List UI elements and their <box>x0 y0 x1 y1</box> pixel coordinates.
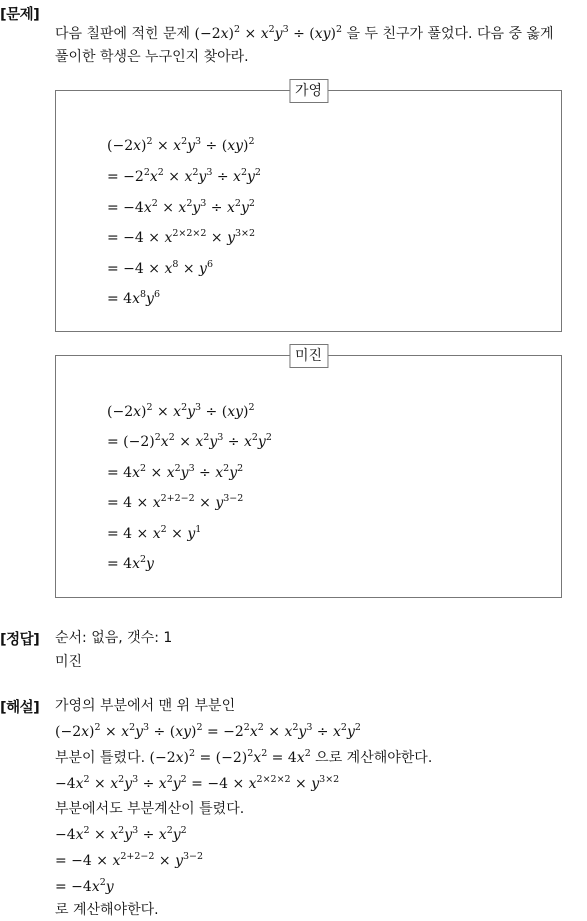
answer-tag: [정답] <box>0 632 40 648</box>
answer-line-1: 순서: 없음, 갯수: 1 <box>55 630 173 646</box>
explanation-tag: [해설] <box>0 700 40 716</box>
problem-expression: $(-2x)^2 \times x^2y^3 \div (xy)^2$ <box>194 24 343 42</box>
mijin-step-6: = $4x^2y$ <box>107 554 154 572</box>
gayoung-step-3: = $-4x^2 \times x^2y^3 \div x^2y^2$ <box>107 198 255 216</box>
mijin-step-3: = $4x^2 \times x^2y^3 \div x^2y^2$ <box>107 463 244 481</box>
problem-line-1: 다음 칠판에 적힌 문제 $(-2x)^2 \times x^2y^3 \div (xy)^2$ 을 두 친구가 풀었다. 다음 중 옳게 <box>55 24 554 42</box>
answer-line-2: 미진 <box>55 654 83 670</box>
problem-tag: [문제] <box>0 7 40 23</box>
gayoung-step-2: = $-2^2x^2 \times x^2y^3 \div x^2y^2$ <box>107 167 261 185</box>
explanation-line-6: $-4x^2 \times x^2y^3 \div x^2y^2$ <box>55 825 187 843</box>
explanation-line-7: = $-4 \times x^{2+2-2} \times y^{3-2}$ <box>55 851 204 869</box>
explanation-line-1: 가영의 부분에서 맨 위 부분인 <box>55 698 236 714</box>
gayoung-step-6: = $4x^8y^6$ <box>107 289 161 307</box>
explanation-line-5: 부분에서도 부분계산이 틀렸다. <box>55 801 245 817</box>
mijin-step-5: = $4 \times x^2 \times y^1$ <box>107 524 202 542</box>
explanation-line-4: $-4x^2 \times x^2y^3 \div x^2y^2 = -4 \times x^{2\times 2\times 2} \times y^{3\times 2}$ <box>55 774 340 792</box>
mijin-step-1: $(-2x)^2 \times x^2y^3 \div (xy)^2$ <box>107 402 255 420</box>
mijin-step-4: = $4 \times x^{2+2-2} \times y^{3-2}$ <box>107 493 244 511</box>
mijin-step-2: = $(-2)^2x^2 \times x^2y^3 \div x^2y^2$ <box>107 432 272 450</box>
explanation-line-8: = $-4x^2y$ <box>55 877 114 895</box>
gayoung-step-5: = $-4 \times x^8 \times y^6$ <box>107 259 214 277</box>
gayoung-step-4: = $-4 \times x^{2\times 2\times 2} \times y^{3\times 2}$ <box>107 228 256 246</box>
box-title-gayoung: 가영 <box>289 79 328 103</box>
solution-box-mijin <box>55 348 562 598</box>
explanation-line-2: $(-2x)^2 \times x^2y^3 \div (xy)^2 = -2^2x^2 \times x^2y^3 \div x^2y^2$ <box>55 722 361 740</box>
explanation-line-9: 로 계산해야한다. <box>55 902 159 918</box>
gayoung-step-1: $(-2x)^2 \times x^2y^3 \div (xy)^2$ <box>107 136 255 154</box>
explanation-line-3: 부분이 틀렸다. $(-2x)^2 = (-2)^2x^2 = 4x^2$ 으로 계산해야한다. <box>55 748 433 766</box>
box-title-mijin: 미진 <box>289 344 328 368</box>
problem-line-2: 풀이한 학생은 누구인지 찾아라. <box>55 49 249 65</box>
solution-box-gayoung <box>55 83 562 332</box>
